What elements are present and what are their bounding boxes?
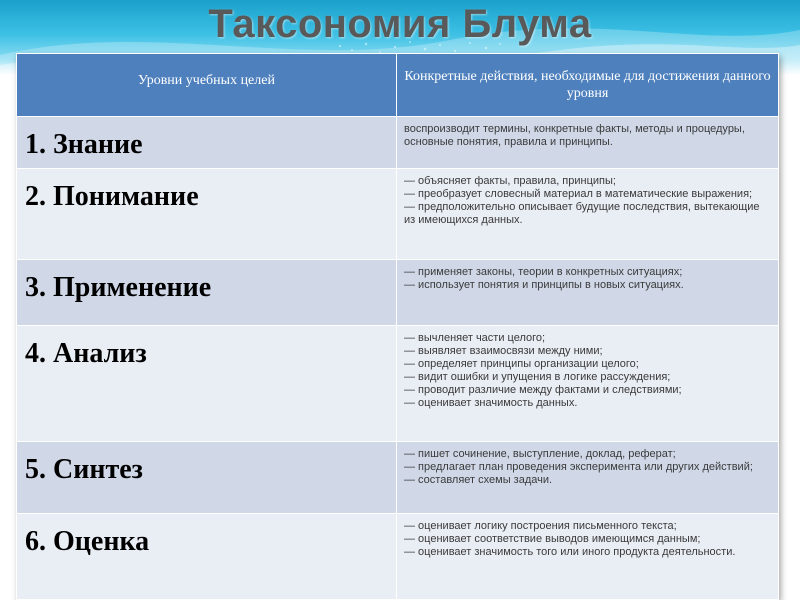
action-item: — выявляет взаимосвязи между ними; (404, 345, 603, 357)
page-title: Таксономия Блума (208, 2, 592, 46)
column-header-actions: Конкретные действия, необходимые для достижения данного уровня (397, 54, 779, 117)
level-cell: 2. Понимание (17, 169, 397, 260)
action-item: — оценивает значимость того или иного продукта деятельности. (404, 546, 736, 558)
table-row (17, 514, 779, 600)
table-header-row (17, 54, 779, 117)
action-item: — вычленяет части целого; (404, 332, 546, 344)
bloom-taxonomy-table (16, 53, 779, 600)
action-item: — определяет принципы организации целого; (404, 358, 639, 370)
action-item: воспроизводит термины, конкретные факты, методы и процедуры, основные понятия, правила и принципы. (404, 123, 745, 148)
actions-cell (397, 117, 779, 169)
level-cell: 1. Знание (17, 117, 397, 169)
column-header-levels: Уровни учебных целей (17, 54, 397, 117)
level-cell: 6. Оценка (17, 514, 397, 600)
table-row (17, 326, 779, 442)
action-item: — преобразует словесный материал в математические выражения; (404, 188, 753, 200)
actions-cell (397, 514, 779, 600)
table-row (17, 117, 779, 169)
action-item: — оценивает соответствие выводов имеющимся данным; (404, 533, 701, 545)
table-row (17, 169, 779, 260)
action-item: — объясняет факты, правила, принципы; (404, 175, 616, 187)
action-item: — использует понятия и принципы в новых ситуациях. (404, 279, 684, 291)
action-item: — пишет сочинение, выступление, доклад, реферат; (404, 448, 676, 460)
actions-cell (397, 169, 779, 260)
level-cell: 3. Применение (17, 260, 397, 326)
action-item: — оценивает значимость данных. (404, 397, 578, 409)
action-item: — оценивает логику построения письменного текста; (404, 520, 677, 532)
actions-cell (397, 442, 779, 514)
action-item: — составляет схемы задачи. (404, 474, 553, 486)
action-item: — применяет законы, теории в конкретных ситуациях; (404, 266, 683, 278)
action-item: — проводит различие между фактами и следствиями; (404, 384, 682, 396)
level-cell: 4. Анализ (17, 326, 397, 442)
actions-cell (397, 260, 779, 326)
action-item: — предположительно описывает будущие последствия, вытекающие из имеющихся данных. (404, 201, 760, 226)
actions-cell (397, 326, 779, 442)
table-row (17, 260, 779, 326)
table-row (17, 442, 779, 514)
level-cell: 5. Синтез (17, 442, 397, 514)
action-item: — предлагает план проведения эксперимента или других действий; (404, 461, 753, 473)
action-item: — видит ошибки и упущения в логике рассуждения; (404, 371, 671, 383)
